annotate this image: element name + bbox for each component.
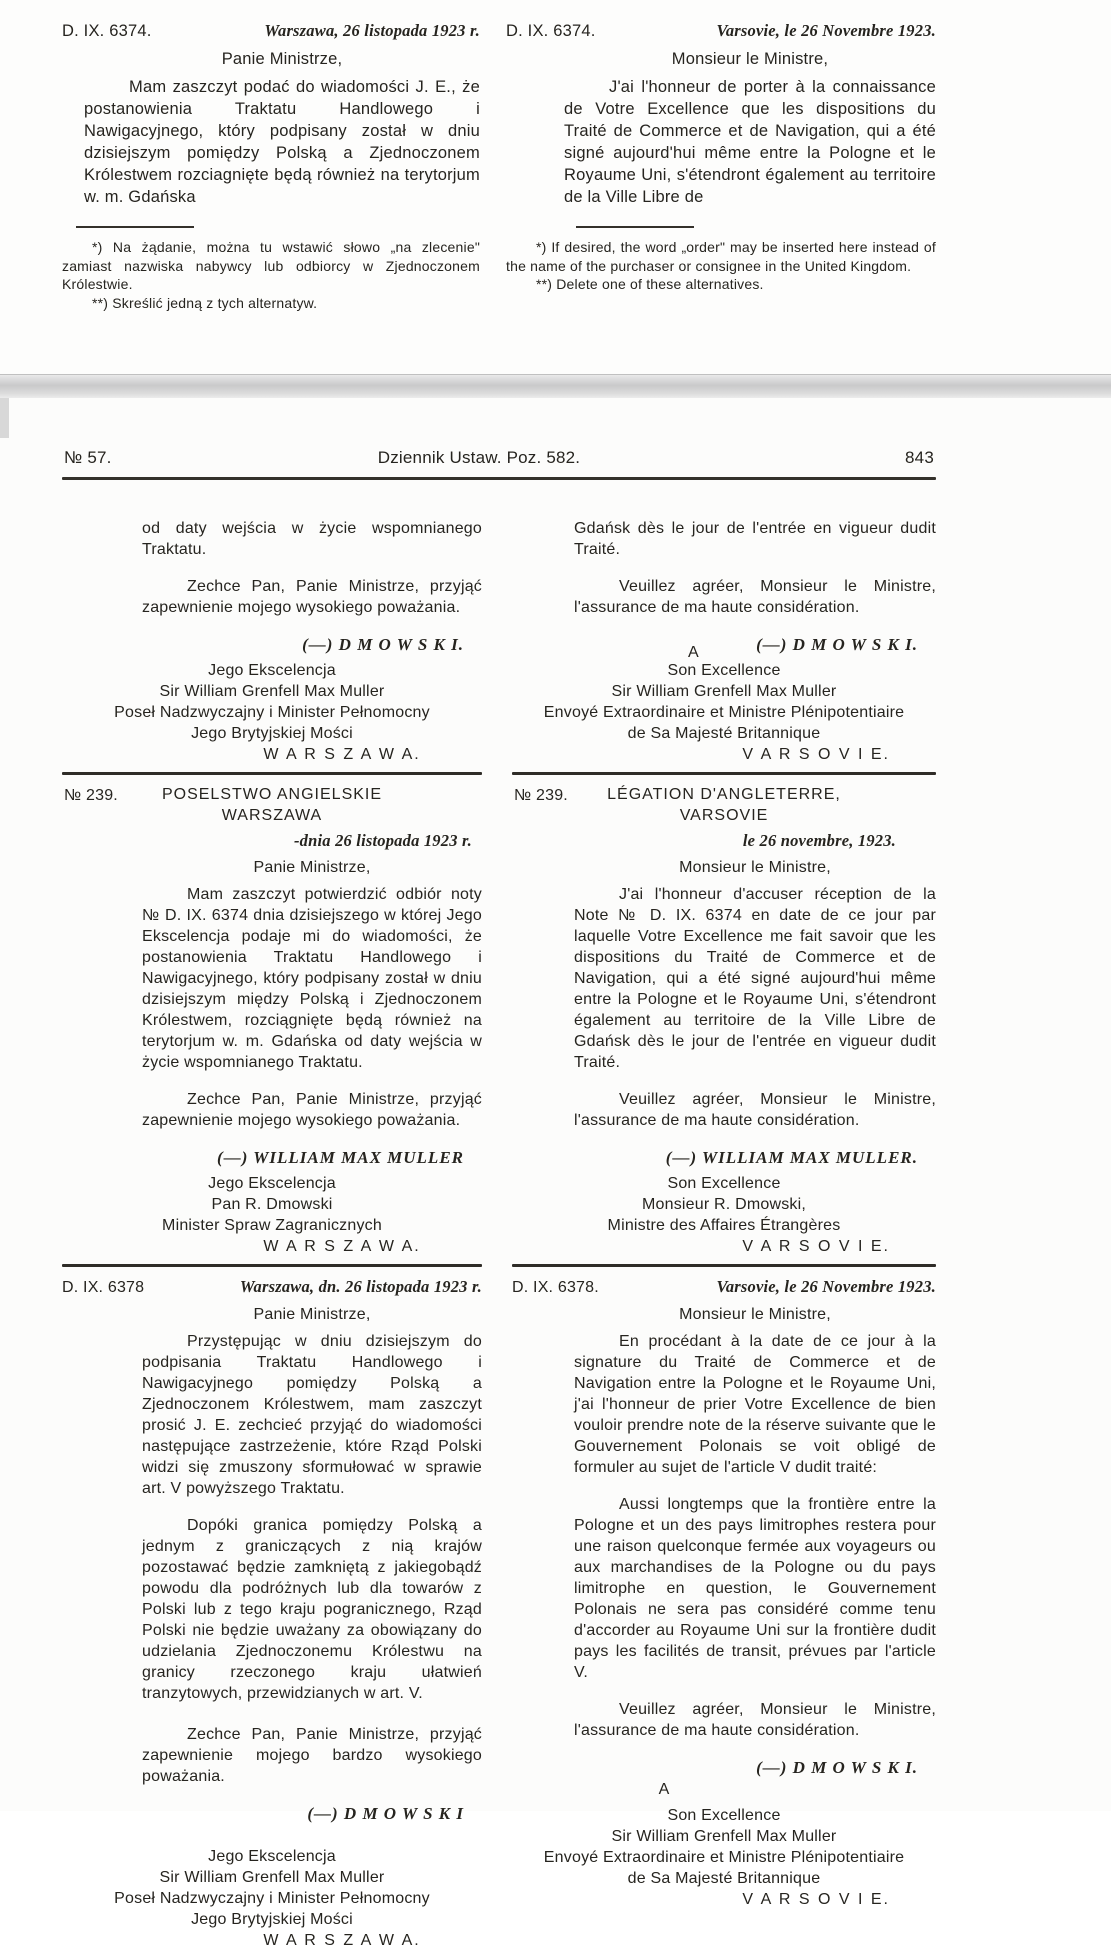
section-divider	[62, 1264, 482, 1267]
section-divider	[512, 772, 936, 775]
footnote: *) If desired, the word „order" may be inserted here instead of the name of the purchaser or consignee in the United Kingdom.	[506, 239, 936, 274]
note-239-polish	[62, 784, 482, 1257]
page-number: 843	[905, 448, 934, 467]
signature: (—) D M O W S K I.	[756, 1758, 918, 1777]
address-block	[62, 660, 482, 765]
note-6374-french	[506, 20, 936, 312]
closing-formula: Zechce Pan, Panie Ministrze, przyjąć zapewnienie mojego wysokiego poważania.	[142, 578, 482, 616]
footnote: **) Delete one of these alternatives.	[536, 276, 764, 292]
section-divider	[62, 772, 482, 775]
address-city: W A R S Z A W A.	[263, 1238, 421, 1255]
footnote: *) Na żądanie, można tu wstawić słowo „na zlecenie" zamiast nazwiska nabywcy lub odbiorcy w Zjednoczonem Królestwie.	[62, 239, 480, 292]
legation-city: VARSOVIE	[679, 807, 769, 824]
address-line: Minister Spraw Zagranicznych	[162, 1217, 382, 1234]
first-page-fragment	[0, 0, 1111, 374]
letter-body: Mam zaszczyt podać do wiadomości J. E., że postanowienia Traktatu Handlowego i Nawigacyjnego, który podpisany został w dniu dzisiejszym pomiędzy Polską a Zjednoczonem Królestwem rozciagnięte będą również na terytorjum w. m. Gdańska	[84, 78, 480, 206]
address-block	[512, 1805, 936, 1910]
continuation-text: Gdańsk dès le jour de l'entrée en vigueur dudit Traité.	[574, 520, 936, 558]
signature: (—) D M O W S K I	[307, 1804, 464, 1823]
address-line: Envoyé Extraordinaire et Ministre Plénipotentiaire	[543, 1849, 905, 1866]
address-line: de Sa Majesté Britannique	[627, 725, 821, 742]
note-6378-french	[512, 1276, 936, 1910]
note-6374-polish-continuation	[62, 518, 482, 765]
letter-body: J'ai l'honneur d'accuser réception de la Note № D. IX. 6374 en date de ce jour par laquelle Votre Excellence me fait savoir que les dispositions du Traité de Commerce et de Navigation, qui a été signé aujourd'hui même entre la Pologne et le Royaume Uni, s'étendront également au territoire de la Ville Libre de Gdańsk dès le jour de l'entrée en vigueur dudit Traité.	[574, 886, 936, 1071]
salutation: Panie Ministrze,	[253, 859, 371, 876]
legation-name: POSELSTWO ANGIELSKIE	[161, 786, 383, 803]
address-line: Son Excellence	[667, 662, 781, 679]
note-heading	[62, 784, 482, 826]
salutation: Panie Ministrze,	[221, 50, 343, 68]
address-line: Pan R. Dmowski	[211, 1196, 333, 1213]
signature: (—) WILLIAM MAX MULLER.	[665, 1148, 918, 1167]
address-block	[62, 1173, 482, 1257]
letter-body: Mam zaszczyt potwierdzić odbiór noty № D. IX. 6374 dnia dzisiejszego w której Jego Ekscelencja podaje mi do wiadomości, że postanowienia Traktatu Handlowego i Nawigacyjnego, który podpisany został w dniu dzisiejszym między Polską i Zjednoczonem Królestwem, rozciągnięte będą również na terytorjum w. m. Gdańska od daty wejścia w życie wspomnianego Traktatu.	[142, 886, 482, 1071]
dateline: Varsovie, le 26 Novembre 1923.	[716, 1277, 936, 1296]
address-line: Envoyé Extraordinaire et Ministre Plénipotentiaire	[543, 704, 905, 721]
reference-number: D. IX. 6378.	[512, 1279, 599, 1296]
reference-number: D. IX. 6378	[62, 1279, 145, 1296]
address-line: Son Excellence	[667, 1175, 781, 1192]
address-line: Sir William Grenfell Max Muller	[611, 1828, 837, 1845]
address-line: Jego Ekscelencja	[208, 1848, 336, 1865]
address-line: Jego Brytyjskiej Mości	[191, 1911, 353, 1928]
address-line: Ministre des Affaires Étrangères	[607, 1217, 841, 1234]
salutation: Monsieur le Ministre,	[679, 1306, 831, 1323]
closing-formula: Veuillez agréer, Monsieur le Ministre, l'assurance de ma haute considération.	[574, 578, 936, 616]
letter-paragraph: Aussi longtemps que la frontière entre la Pologne et un des pays limitrophes restera pour une raison quelconque fermée aux voyageurs ou aux marchandises de la Pologne ou du pays limitrophe en question, le Gouvernement Polonais ne sera pas considéré comme tenu d'accorder au Royaume Uni sur la frontière dudit pays les facilités de transit, prévues par l'article V.	[574, 1496, 936, 1681]
continuation-text: od daty wejścia w życie wspomnianego Traktatu.	[142, 520, 482, 558]
address-line: Sir William Grenfell Max Muller	[159, 683, 385, 700]
address-line: Son Excellence	[667, 1807, 781, 1824]
letter-paragraph: En procédant à la date de ce jour à la signature du Traité de Commerce et de Navigation entre la Pologne et le Royaume Uni, j'ai l'honneur de prier Votre Excellence de bien vouloir prendre note de la réserve suivante que le Gouvernement Polonais se voit obligé de formuler au sujet de l'article V dudit traité:	[574, 1333, 936, 1476]
note-heading	[512, 784, 936, 826]
dateline: Warszawa, 26 listopada 1923 r.	[264, 21, 480, 40]
address-line: Poseł Nadzwyczajny i Minister Pełnomocny	[114, 704, 430, 721]
reference-row	[62, 20, 480, 42]
salutation: Monsieur le Ministre,	[671, 50, 829, 68]
closing-formula: Zechce Pan, Panie Ministrze, przyjąć zapewnienie mojego bardzo wysokiego poważania.	[142, 1726, 482, 1785]
issue-number: № 57.	[64, 448, 112, 467]
note-number: № 239.	[64, 787, 118, 804]
note-6378-polish	[62, 1276, 482, 1951]
dateline: le 26 novembre, 1923.	[742, 831, 896, 850]
salutation: Panie Ministrze,	[253, 1306, 371, 1323]
reference-row	[512, 1276, 936, 1298]
dateline: Warszawa, dn. 26 listopada 1923 r.	[239, 1277, 482, 1296]
footnotes	[62, 238, 480, 312]
stray-a-mark: A	[688, 644, 699, 661]
header-rule	[62, 477, 936, 480]
address-city: V A R S O V I E.	[742, 746, 890, 763]
running-header	[62, 448, 936, 472]
address-city: V A R S O V I E.	[742, 1891, 890, 1908]
second-page	[0, 398, 1111, 1949]
address-line: Sir William Grenfell Max Muller	[159, 1869, 385, 1886]
address-block	[512, 660, 936, 765]
signature: (—) D M O W S K I.	[756, 635, 918, 654]
dateline: Varsovie, le 26 Novembre 1923.	[716, 21, 936, 40]
address-block	[62, 1846, 482, 1951]
polish-column	[62, 502, 482, 1951]
salutation: Monsieur le Ministre,	[679, 859, 831, 876]
address-line: Jego Brytyjskiej Mości	[191, 725, 353, 742]
signature: (—) WILLIAM MAX MULLER	[217, 1148, 464, 1167]
footnote-divider	[76, 226, 194, 228]
address-city: W A R S Z A W A.	[263, 1932, 421, 1949]
note-number: № 239.	[514, 787, 568, 804]
reference-number: D. IX. 6374.	[506, 22, 596, 40]
dateline: -dnia 26 listopada 1923 r.	[293, 831, 472, 850]
signature-row	[512, 634, 936, 661]
address-line: de Sa Majesté Britannique	[627, 1870, 821, 1887]
address-city: W A R S Z A W A.	[263, 746, 421, 763]
note-239-french	[512, 784, 936, 1257]
legation-name: LÉGATION D'ANGLETERRE,	[607, 786, 841, 803]
letter-paragraph: Dopóki granica pomiędzy Polską a jednym z graniczących z nią krajów pozostawać będzie zamkniętą z jakiegobądź powodu dla podróżnych lub dla towarów z Polski lub z tego kraju pogranicznego, Rząd Polski nie będzie uważany za obowiązany do udzielania Zjednoczonemu Królestwu na granicy rzeczonego kraju ułatwień tranzytowych, przewidzianych w art. V.	[142, 1517, 482, 1702]
reference-number: D. IX. 6374.	[62, 22, 152, 40]
address-block	[512, 1173, 936, 1257]
closing-formula: Zechce Pan, Panie Ministrze, przyjąć zapewnienie mojego wysokiego poważania.	[142, 1091, 482, 1129]
letter-body: J'ai l'honneur de porter à la connaissance de Votre Excellence que les dispositions du Traité de Commerce et de Navigation, qui a été signé aujourd'hui même entre la Pologne et le Royaume Uni, s'étendront également au territoire de la Ville Libre de	[564, 78, 936, 206]
section-divider	[512, 1264, 936, 1267]
letter-paragraph: Przystępując w dniu dzisiejszym do podpisania Traktatu Handlowego i Nawigacyjnego pomiędzy Polską a Zjednoczonem Królestwem, mam zaszczyt prosić J. E. zechcieć przyjąć do wiadomości następujące zastrzeżenie, które Rząd Polski widzi się zmuszony sformułować w sprawie art. V powyższego Traktatu.	[142, 1333, 482, 1497]
closing-formula: Veuillez agréer, Monsieur le Ministre, l'assurance de ma haute considération.	[574, 1701, 936, 1739]
address-line: Poseł Nadzwyczajny i Minister Pełnomocny	[114, 1890, 430, 1907]
footnote-divider	[576, 226, 694, 228]
signature: (—) D M O W S K I.	[302, 635, 464, 654]
address-line: Jego Ekscelencja	[208, 662, 336, 679]
legation-city: WARSZAWA	[221, 807, 323, 824]
footnotes	[506, 238, 936, 294]
address-city: V A R S O V I E.	[742, 1238, 890, 1255]
closing-formula: Veuillez agréer, Monsieur le Ministre, l'assurance de ma haute considération.	[574, 1091, 936, 1129]
note-6374-french-continuation	[512, 518, 936, 765]
page-seam	[0, 374, 1111, 398]
french-column	[512, 502, 936, 1951]
note-6374-polish	[62, 20, 480, 312]
address-line: Jego Ekscelencja	[208, 1175, 336, 1192]
footnote: **) Skreślić jedną z tych alternatyw.	[92, 294, 318, 311]
journal-title: Dziennik Ustaw. Poz. 582.	[377, 448, 581, 467]
address-line: Sir William Grenfell Max Muller	[611, 683, 837, 700]
scan-edge-artifact	[0, 398, 9, 438]
stray-a-mark: A	[658, 1781, 670, 1798]
reference-row	[506, 20, 936, 42]
reference-row	[62, 1276, 482, 1298]
address-line: Monsieur R. Dmowski,	[641, 1196, 807, 1213]
